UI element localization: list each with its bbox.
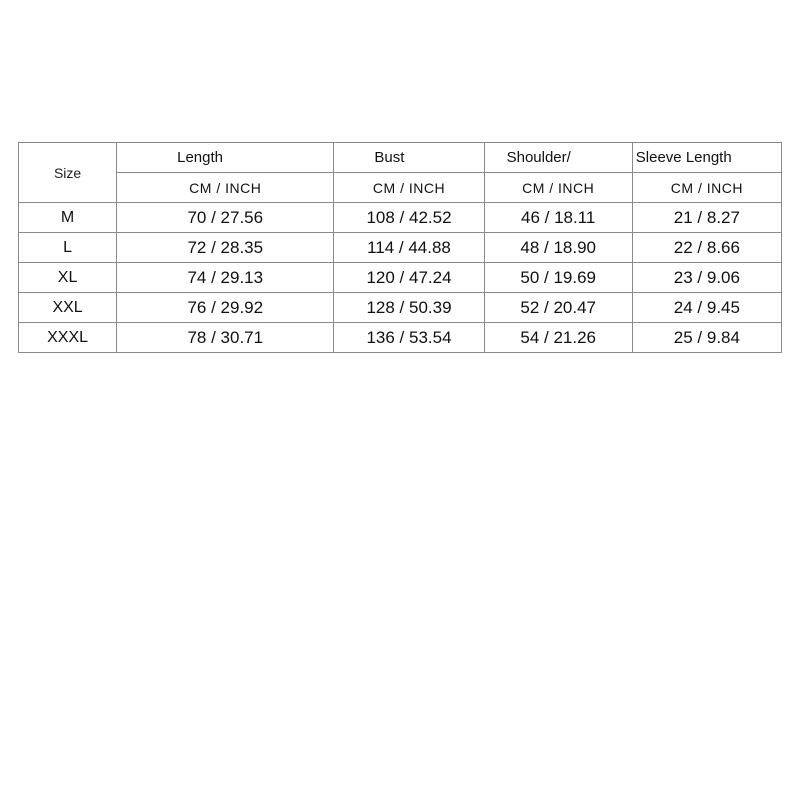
shoulder-value: 50 / 19.69 <box>484 263 632 293</box>
sleeve-length-header: Sleeve Length <box>632 143 781 173</box>
table-row <box>19 263 782 293</box>
shoulder-value: 54 / 21.26 <box>484 323 632 353</box>
bust-unit: CM / INCH <box>334 173 484 203</box>
size-label: M <box>19 203 117 233</box>
sleeve-length-value: 23 / 9.06 <box>632 263 781 293</box>
bust-value: 108 / 42.52 <box>334 203 484 233</box>
header-row-units <box>19 173 782 203</box>
size-label: XXXL <box>19 323 117 353</box>
size-chart-table <box>18 142 782 353</box>
bust-value: 136 / 53.54 <box>334 323 484 353</box>
header-row-names <box>19 143 782 173</box>
bust-value: 128 / 50.39 <box>334 293 484 323</box>
size-label: XXL <box>19 293 117 323</box>
length-value: 70 / 27.56 <box>117 203 334 233</box>
size-column-header: Size <box>19 143 117 203</box>
size-label: L <box>19 233 117 263</box>
length-value: 72 / 28.35 <box>117 233 334 263</box>
shoulder-value: 48 / 18.90 <box>484 233 632 263</box>
length-value: 78 / 30.71 <box>117 323 334 353</box>
table-row <box>19 323 782 353</box>
table-row <box>19 203 782 233</box>
sleeve-length-value: 25 / 9.84 <box>632 323 781 353</box>
bust-header: Bust <box>334 143 484 173</box>
sleeve-length-value: 21 / 8.27 <box>632 203 781 233</box>
table-row <box>19 293 782 323</box>
shoulder-value: 46 / 18.11 <box>484 203 632 233</box>
length-value: 76 / 29.92 <box>117 293 334 323</box>
sleeve-length-value: 22 / 8.66 <box>632 233 781 263</box>
shoulder-value: 52 / 20.47 <box>484 293 632 323</box>
sleeve-length-unit: CM / INCH <box>632 173 781 203</box>
length-header: Length <box>117 143 334 173</box>
shoulder-unit: CM / INCH <box>484 173 632 203</box>
size-label: XL <box>19 263 117 293</box>
length-value: 74 / 29.13 <box>117 263 334 293</box>
bust-value: 114 / 44.88 <box>334 233 484 263</box>
sleeve-length-value: 24 / 9.45 <box>632 293 781 323</box>
shoulder-header: Shoulder/ <box>484 143 632 173</box>
table-row <box>19 233 782 263</box>
length-unit: CM / INCH <box>117 173 334 203</box>
bust-value: 120 / 47.24 <box>334 263 484 293</box>
